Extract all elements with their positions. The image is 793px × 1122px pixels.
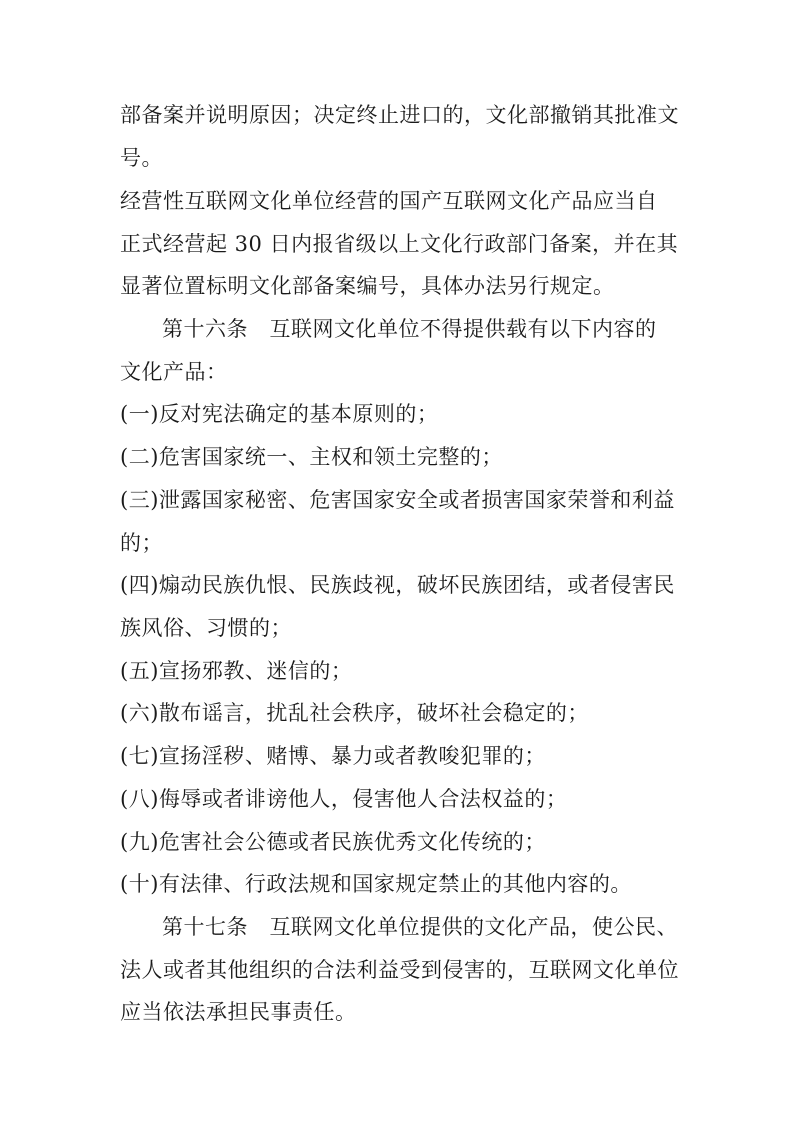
list-item: (四)煽动民族仇恨、民族歧视，破坏民族团结，或者侵害民 [120,573,675,597]
paragraph-line: 显著位置标明文化部备案编号，具体办法另行规定。 [120,274,615,298]
list-item-continuation: 的； [120,531,163,555]
paragraph-line: 号。 [120,146,163,170]
paragraph-line: 正式经营起 30 日内报省级以上文化行政部门备案，并在其 [120,232,679,256]
list-item: (七)宣扬淫秽、赌博、暴力或者教唆犯罪的； [120,744,546,768]
list-item-continuation: 族风俗、习惯的； [120,616,292,640]
list-item: (五)宣扬邪教、迷信的； [120,659,353,683]
list-item: (六)散布谣言，扰乱社会秩序，破坏社会稳定的； [120,701,589,725]
paragraph-line: 应当依法承担民事责任。 [120,1000,357,1024]
article-16-heading: 第十六条 互联网文化单位不得提供载有以下内容的 [162,317,657,341]
paragraph-line: 经营性互联网文化单位经营的国产互联网文化产品应当自 [120,189,658,213]
list-item: (十)有法律、行政法规和国家规定禁止的其他内容的。 [120,872,632,896]
list-item: (九)危害社会公德或者民族优秀文化传统的； [120,830,546,854]
article-17-heading: 第十七条 互联网文化单位提供的文化产品，使公民、 [162,915,678,939]
paragraph-line: 文化产品： [120,360,228,384]
paragraph-line: 法人或者其他组织的合法利益受到侵害的，互联网文化单位 [120,958,679,982]
list-item: (三)泄露国家秘密、危害国家安全或者损害国家荣誉和利益 [120,488,675,512]
list-item: (八)侮辱或者诽谤他人，侵害他人合法权益的； [120,787,568,811]
list-item: (二)危害国家统一、主权和领土完整的； [120,445,503,469]
list-item: (一)反对宪法确定的基本原则的； [120,402,439,426]
paragraph-line: 部备案并说明原因；决定终止进口的，文化部撤销其批准文 [120,103,679,127]
